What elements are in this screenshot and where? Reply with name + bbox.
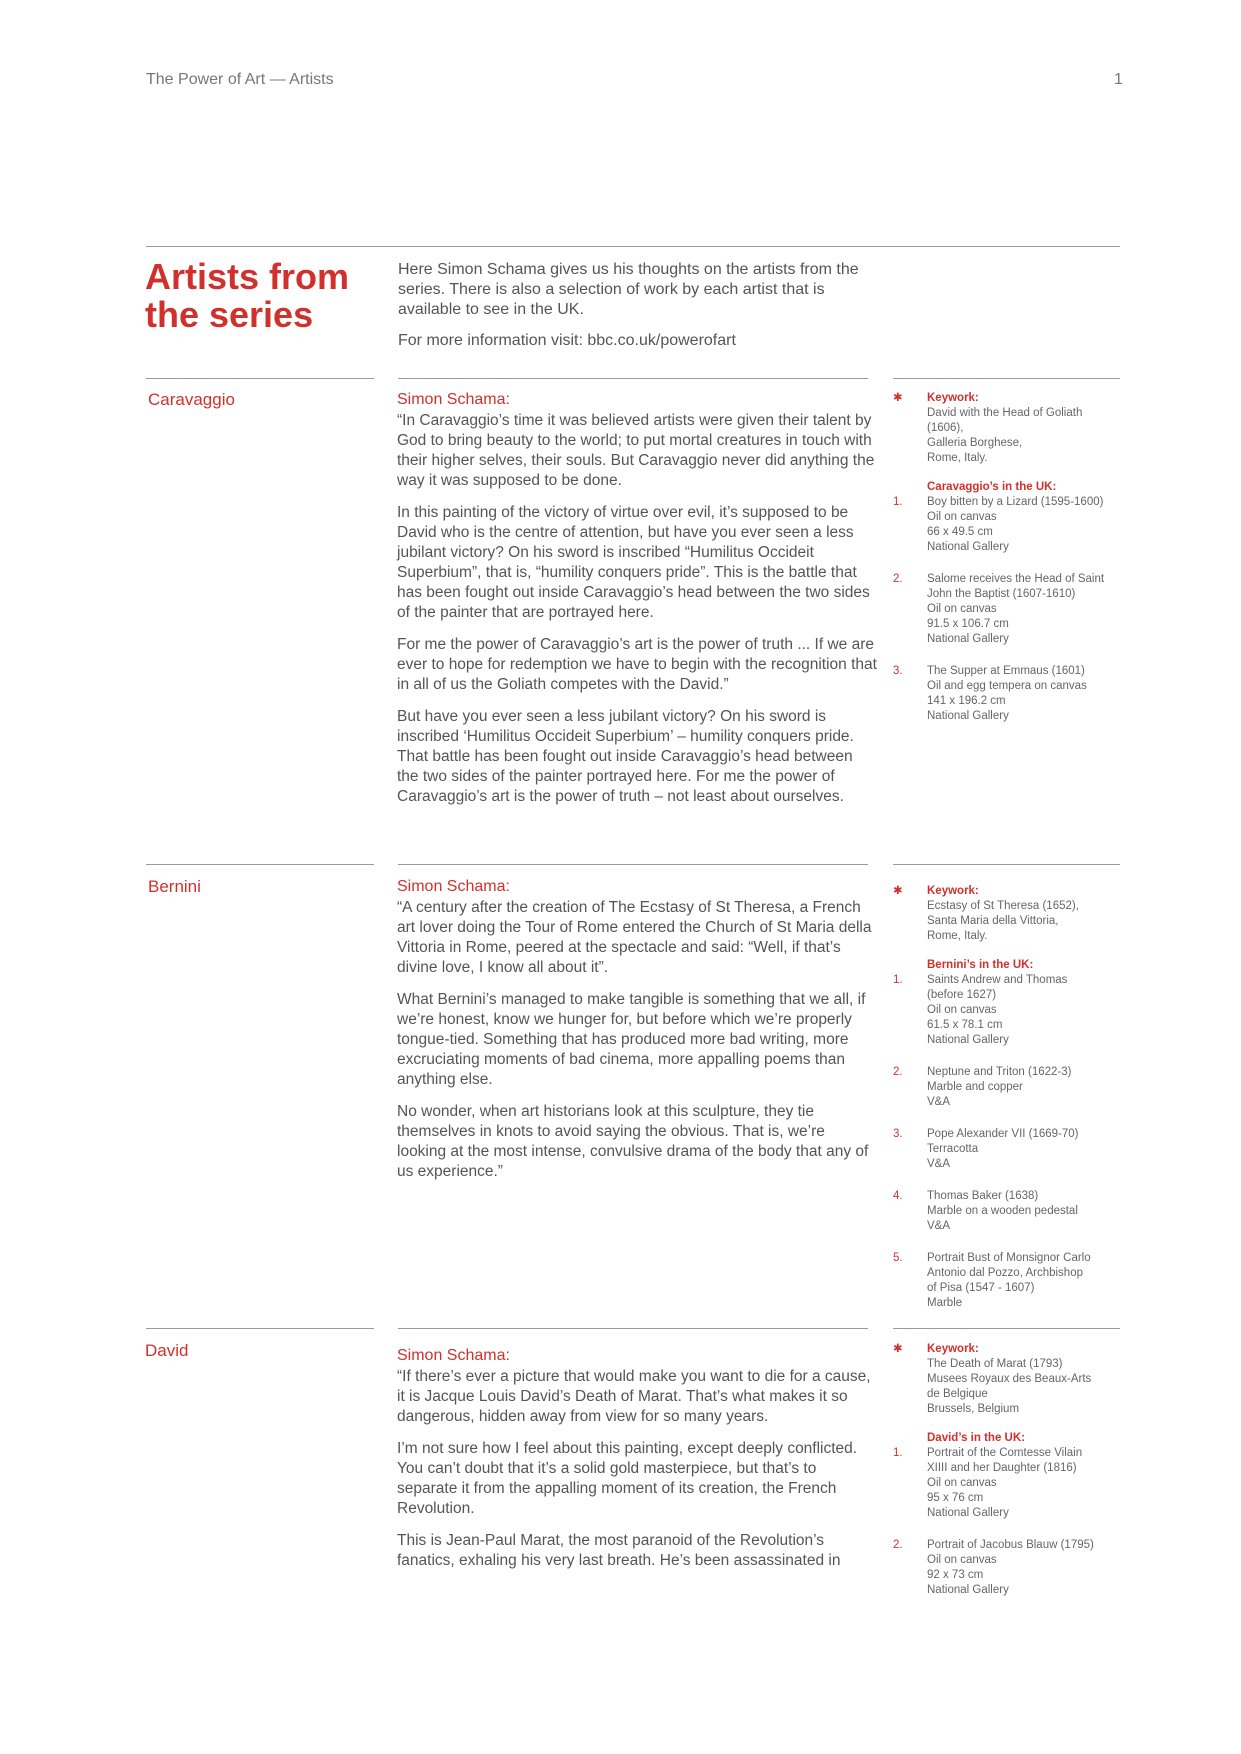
work-line: (before 1627) [927, 989, 997, 1001]
section-divider [398, 1328, 868, 1329]
uk-heading-row [893, 958, 1125, 973]
works-sidebar [893, 391, 1125, 738]
work-entry [893, 1538, 1125, 1598]
work-line: Neptune and Triton (1622-3) [927, 1066, 1072, 1078]
work-entry [893, 1446, 1125, 1521]
keywork-line: Rome, Italy. [927, 930, 988, 942]
intro-block [398, 260, 878, 362]
quote-paragraph: This is Jean-Paul Marat, the most paranoid of the Revolution’s fanatics, exhaling his very last breath. He’s been assassinated in [397, 1532, 841, 1569]
artist-quote [397, 1346, 877, 1583]
section-divider [893, 864, 1120, 865]
work-line: Marble on a wooden pedestal [927, 1205, 1078, 1217]
section-divider [146, 378, 374, 379]
quote-paragraph: “In Caravaggio’s time it was believed artists were given their talent by God to bring beauty to the world; to put mortal creatures in touch with their higher selves, their souls. But Caravaggio never did anything the way it was supposed to be done. [397, 412, 875, 489]
asterisk-icon: ✱ [893, 1343, 903, 1355]
work-line: Antonio dal Pozzo, Archbishop [927, 1267, 1083, 1279]
work-line: Marble [927, 1297, 963, 1309]
work-line: National Gallery [927, 541, 1009, 553]
section-divider [893, 1328, 1120, 1329]
work-line: 141 x 196.2 cm [927, 695, 1006, 707]
artist-name: Caravaggio [148, 390, 235, 409]
work-line: Portrait of Jacobus Blauw (1795) [927, 1539, 1094, 1551]
keywork-line: Santa Maria della Vittoria, [927, 915, 1059, 927]
work-line: Oil on canvas [927, 1554, 997, 1566]
work-line: National Gallery [927, 710, 1009, 722]
work-number: 3. [893, 665, 903, 677]
work-line: V&A [927, 1220, 951, 1232]
section-divider [146, 1328, 374, 1329]
work-line: National Gallery [927, 633, 1009, 645]
keywork-line: de Belgique [927, 1388, 988, 1400]
work-number: 3. [893, 1128, 903, 1140]
work-line: Oil and egg tempera on canvas [927, 680, 1087, 692]
quote-paragraph: But have you ever seen a less jubilant victory? On his sword is inscribed ‘Humilitus Occideit Superbium’ – humility conquers pride. That battle has been fought out inside Caravaggio’s head between the two sides of the painter portrayed here. For me the power of Caravaggio’s art is the power of truth – not least about ourselves. [397, 708, 854, 805]
speaker-label: Simon Schama: [397, 878, 510, 895]
works-sidebar [893, 884, 1125, 1325]
keywork-line: Ecstasy of St Theresa (1652), [927, 900, 1079, 912]
keywork-line: The Death of Marat (1793) [927, 1358, 1063, 1370]
work-line: Portrait of the Comtesse Vilain [927, 1447, 1083, 1459]
top-divider [146, 246, 1120, 247]
speaker-label: Simon Schama: [397, 391, 510, 408]
work-number: 1. [893, 496, 903, 508]
section-divider [893, 378, 1120, 379]
keywork-line: Brussels, Belgium [927, 1403, 1020, 1415]
work-line: Salome receives the Head of Saint [927, 573, 1105, 585]
page-title: Artists from the series [145, 256, 350, 335]
works-sidebar [893, 1342, 1125, 1612]
keywork-line: Rome, Italy. [927, 452, 988, 464]
keywork-entry [893, 391, 1125, 466]
quote-paragraph: What Bernini’s managed to make tangible is something that we all, if we’re honest, know we hunger for, but before which we’re properly tongue-tied. Something that has produced more bad writing, more excruciating moments of bad cinema, more appalling poems than anything else. [397, 991, 866, 1088]
work-line: 66 x 49.5 cm [927, 526, 993, 538]
intro-text: Here Simon Schama gives us his thoughts on the artists from the series. There is also a selection of work by each artist that is available to see in the UK. [398, 261, 859, 318]
work-number: 1. [893, 1447, 903, 1459]
work-entry [893, 664, 1125, 724]
work-line: Oil on canvas [927, 1004, 997, 1016]
asterisk-icon: ✱ [893, 885, 903, 897]
work-number: 4. [893, 1190, 903, 1202]
quote-paragraph: I’m not sure how I feel about this painting, except deeply conflicted. You can’t doubt that it’s a solid gold masterpiece, but that’s to separate it from the appalling moment of its creation, the French Revolution. [397, 1440, 858, 1517]
section-divider [398, 378, 868, 379]
quote-paragraph: “A century after the creation of The Ecstasy of St Theresa, a French art lover doing the Tour of Rome entered the Church of St Maria della Vittoria in Rome, peered at the spectacle and said: “Well, if that’s divine love, I know all about it”. [397, 899, 872, 976]
work-entry [893, 1127, 1125, 1172]
uk-works-label: Bernini’s in the UK: [927, 959, 1034, 971]
work-number: 2. [893, 1066, 903, 1078]
work-line: of Pisa (1547 - 1607) [927, 1282, 1035, 1294]
work-entry [893, 1065, 1125, 1110]
keywork-line: Galleria Borghese, [927, 437, 1023, 449]
uk-heading-row [893, 480, 1125, 495]
keywork-entry [893, 1342, 1125, 1417]
speaker-label: Simon Schama: [397, 1347, 510, 1364]
work-line: Oil on canvas [927, 511, 997, 523]
work-line: XIIII and her Daughter (1816) [927, 1462, 1077, 1474]
artist-name: Bernini [148, 877, 201, 896]
work-line: John the Baptist (1607-1610) [927, 588, 1076, 600]
work-line: V&A [927, 1158, 951, 1170]
work-entry [893, 973, 1125, 1048]
keywork-label: Keywork: [927, 392, 979, 404]
work-line: Saints Andrew and Thomas [927, 974, 1068, 986]
quote-paragraph: No wonder, when art historians look at this sculpture, they tie themselves in knots to avoid saying the obvious. That is, we’re looking at the most intense, convulsive drama of the body that any of us experience.” [397, 1103, 869, 1180]
section-divider [146, 864, 374, 865]
work-line: National Gallery [927, 1584, 1009, 1596]
keywork-line: David with the Head of Goliath [927, 407, 1083, 419]
work-entry [893, 1251, 1125, 1311]
work-line: 91.5 x 106.7 cm [927, 618, 1009, 630]
work-line: The Supper at Emmaus (1601) [927, 665, 1085, 677]
uk-works-label: David’s in the UK: [927, 1432, 1025, 1444]
keywork-line: (1606), [927, 422, 964, 434]
uk-heading-row [893, 1431, 1125, 1446]
work-line: National Gallery [927, 1507, 1009, 1519]
work-line: Pope Alexander VII (1669-70) [927, 1128, 1079, 1140]
section-divider [398, 864, 868, 865]
work-line: National Gallery [927, 1034, 1009, 1046]
work-entry [893, 495, 1125, 555]
work-number: 1. [893, 974, 903, 986]
work-line: Oil on canvas [927, 603, 997, 615]
asterisk-icon: ✱ [893, 392, 903, 404]
document-title: The Power of Art — Artists [146, 71, 334, 88]
work-line: Marble and copper [927, 1081, 1023, 1093]
work-line: Boy bitten by a Lizard (1595-1600) [927, 496, 1104, 508]
work-line: 61.5 x 78.1 cm [927, 1019, 1003, 1031]
keywork-line: Musees Royaux des Beaux-Arts [927, 1373, 1092, 1385]
artist-quote [397, 877, 877, 1194]
work-line: Oil on canvas [927, 1477, 997, 1489]
page-number: 1 [1114, 71, 1123, 88]
work-line: 95 x 76 cm [927, 1492, 984, 1504]
artist-quote [397, 390, 877, 819]
work-number: 2. [893, 1539, 903, 1551]
uk-works-label: Caravaggio’s in the UK: [927, 481, 1057, 493]
keywork-entry [893, 884, 1125, 944]
work-number: 2. [893, 573, 903, 585]
keywork-label: Keywork: [927, 1343, 979, 1355]
quote-paragraph: In this painting of the victory of virtue over evil, it’s supposed to be David who is the centre of attention, but have you ever seen a less jubilant victory? On his sword is inscribed “Humilitus Occideit Superbium”, that is, “humility conquers pride”. This is the battle that has been fought out inside Caravaggio’s head between the two sides of the painter that are portrayed here. [397, 504, 870, 621]
work-line: Terracotta [927, 1143, 979, 1155]
artist-name: David [145, 1341, 189, 1360]
work-line: 92 x 73 cm [927, 1569, 984, 1581]
work-entry [893, 1189, 1125, 1234]
work-line: V&A [927, 1096, 951, 1108]
work-entry [893, 572, 1125, 647]
quote-paragraph: For me the power of Caravaggio’s art is the power of truth ... If we are ever to hope for redemption we have to begin with the recognition that in all of us the Goliath competes with the David.” [397, 636, 877, 693]
work-line: Portrait Bust of Monsignor Carlo [927, 1252, 1091, 1264]
keywork-label: Keywork: [927, 885, 979, 897]
work-number: 5. [893, 1252, 903, 1264]
work-line: Thomas Baker (1638) [927, 1190, 1039, 1202]
more-info-text: For more information visit: bbc.co.uk/powerofart [398, 332, 736, 349]
quote-paragraph: “If there’s ever a picture that would make you want to die for a cause, it is Jacque Louis David’s Death of Marat. That’s what makes it so dangerous, hidden away from view for so many years. [397, 1368, 871, 1425]
